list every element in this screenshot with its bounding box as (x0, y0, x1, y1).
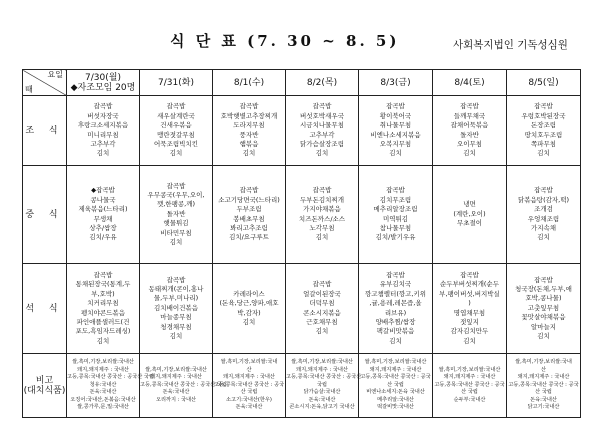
menu-item: 어묵조림빅치킨 (154, 139, 198, 148)
menu-item: 우렁호박된장국 (521, 111, 566, 120)
menu-item: (돈육,당근,양파,애호 (219, 299, 279, 308)
menu-item: 제육볶음(느타리) (78, 205, 128, 214)
menu-item: 김치 (537, 233, 550, 242)
row-label-dinner: 석 식 (23, 264, 67, 354)
menu-item: 돼지,돼지제주 : 국내산 (77, 366, 129, 373)
menu-item: 가지야채볶음 (303, 205, 341, 214)
menu-cell-wed (213, 166, 286, 264)
menu-item: 치커리무침 (87, 299, 119, 308)
menu-item: 고등,콩목:국내산 콩국산 : 공국산 국립 (67, 374, 154, 381)
menu-item: 돈육:국내산 (162, 389, 190, 396)
menu-item: 김치/우유 (89, 233, 117, 242)
menu-item: 닭볶음탕(감자,떡) (517, 195, 570, 204)
menu-item: ) (468, 299, 471, 308)
menu-item: 김치/발기우유 (375, 233, 416, 242)
menu-item: 소고기당면국(느타리) (218, 195, 280, 204)
row-remarks (23, 354, 581, 418)
menu-item: 돌자반 (166, 209, 186, 218)
menu-item: 돈육:국내산 (308, 396, 336, 403)
menu-item: 비엔나소세지:돈육 국내산 (366, 389, 425, 396)
corner-meal-label: 때 (25, 85, 33, 94)
menu-item: 버섯호박새우국 (300, 111, 344, 120)
menu-item: 돌자반 (460, 130, 479, 139)
day-date: 7/30(월) (85, 72, 121, 83)
menu-cell-sun (507, 166, 581, 264)
menu-item: 쌀,흑미,기장,보리쌀:국내산 (145, 366, 207, 373)
menu-item: 근호채무침 (306, 317, 338, 326)
menu-item: 통채된장국(통계,두 (75, 280, 131, 289)
day-date: 8/5(일) (528, 77, 559, 88)
menu-item: 더덕무침 (309, 299, 335, 308)
menu-item: 김치 (96, 149, 110, 158)
menu-item: 김치 (463, 336, 476, 345)
menu-item: 잡곡밥 (534, 102, 553, 111)
menu-item: 고등,콩목:국내산 콩국산 : 공국산 (286, 374, 362, 381)
menu-item: 잡곡밥 (93, 270, 113, 279)
menu-item: 잡곡밥 (312, 280, 332, 289)
menu-item: 리브유) (384, 308, 407, 317)
menu-item: 닭고기:국내산 (527, 404, 560, 411)
menu-item: (계란,오이) (453, 209, 486, 218)
menu-item: 참나물무침 (379, 223, 412, 232)
menu-item: 돈육:국내산 (530, 396, 557, 403)
menu-item: 산 국립 (240, 389, 258, 396)
day-header-sat (433, 70, 507, 96)
menu-item: 박,감자) (237, 308, 261, 317)
menu-item: 메추리알장조림 (373, 205, 418, 214)
menu-item: 고등,콩목:국내산 콩국산 : 공국 (213, 381, 285, 388)
menu-item: 취나물무침 (379, 121, 412, 130)
menu-item: 명엽채무침 (453, 308, 486, 317)
day-header-mon (67, 70, 140, 96)
day-header-fri (359, 70, 433, 96)
menu-item: 잡곡밥 (239, 102, 259, 111)
menu-cell-mon (67, 96, 140, 166)
menu-item: 노각무침 (309, 223, 335, 232)
menu-item: 오징어:국내산,돈볶음:국내산 (70, 396, 136, 403)
menu-item: 잡곡밥 (312, 102, 332, 111)
menu-item: 콩나물국 (90, 195, 116, 204)
menu-item: 쌀,흑미,기장,보리쌀:국내 (515, 358, 572, 365)
menu-item: 잡곡밥 (239, 186, 259, 195)
menu-cell-sun (507, 96, 581, 166)
menu-item: 돼지,돼지제주 : 국내산 (150, 374, 202, 381)
menu-item: 순두부버섯찌개(순두 (439, 280, 500, 289)
menu-item: 호박햇볕고추장찌개 (220, 111, 278, 120)
menu-item: 고등,콩목:국내산 콩국산 : 공국 (434, 381, 505, 388)
menu-item: 새우살계란국 (157, 111, 195, 120)
menu-item: 돼지,돼지제주 : 국내산 (296, 366, 348, 373)
header-row (23, 70, 581, 96)
menu-item: 치즈돈까스/소스 (298, 214, 346, 223)
day-header-thu (286, 70, 359, 96)
menu-item: 김치 (315, 233, 329, 242)
menu-item: 김치 (96, 336, 110, 345)
menu-item: 닭가슴살:국내산 (303, 389, 341, 396)
menu-item: 양배추찜/쌈장 (375, 317, 416, 326)
menu-cell-fri (359, 96, 433, 166)
menu-item: 김치 (389, 336, 402, 345)
row-label-lunch: 중 식 (23, 166, 67, 264)
corner-cell (23, 70, 67, 96)
menu-item: 잡곡밥 (166, 181, 186, 190)
menu-cell-tue (140, 96, 213, 166)
menu-item: 물,두부,미나리) (153, 294, 199, 303)
menu-item: 쌀,콩가루,문,밀:국내산 (77, 404, 129, 411)
menu-item: 건새우볶음 (160, 121, 192, 130)
menu-cell-wed (213, 264, 286, 354)
menu-item: 버섯자장국 (87, 111, 119, 120)
menu-item: 돼지,돼지제주 : 국내산 (369, 366, 422, 373)
menu-item: 김치 (242, 317, 256, 326)
menu-item: 얼갈이된장국 (303, 289, 341, 298)
menu-item: 콘소시지볶음 (303, 308, 341, 317)
menu-item: 고등,콩목:국내산 콩국산 : 공국 (508, 381, 579, 388)
menu-cell-fri (359, 354, 433, 418)
menu-item: 김치 (169, 238, 183, 247)
menu-item: 쌀,흑미,기장,보리쌀:국내산 (438, 366, 501, 373)
menu-item: 카레라이스 (233, 289, 265, 298)
menu-item: 햄볶음 (239, 139, 259, 148)
menu-item: 냉면 (463, 200, 476, 209)
menu-item: 김치 (537, 149, 550, 158)
menu-item: 햇물튀김 (163, 219, 189, 228)
menu-item: 잡곡밥 (460, 102, 479, 111)
day-header-sun (507, 70, 581, 96)
menu-item: 비타민무침 (160, 228, 192, 237)
page-title: 식 단 표 (7. 30 ~ 8. 5) (170, 32, 400, 50)
menu-item: 젓잎지 (460, 317, 479, 326)
menu-item: 산 국립 (387, 381, 404, 388)
menu-item: 후랑크소세지볶음 (77, 121, 129, 130)
menu-item: 부,팽이버섯,버지박실 (439, 289, 500, 298)
organization-name: 사회복지법인 기독성심원 (453, 39, 568, 51)
corner-day-label: 요일 (47, 70, 63, 79)
menu-cell-sat (433, 166, 507, 264)
menu-table (22, 69, 581, 418)
menu-item: 잡곡밥 (166, 275, 186, 284)
menu-cell-tue (140, 166, 213, 264)
remarks-sublabel: (대치식품) (23, 385, 66, 396)
menu-item: 고춧잎무침 (527, 303, 560, 312)
menu-item: ,귤,용레,레몬즙,올 (369, 299, 422, 308)
menu-item: 잡곡밥 (386, 186, 405, 195)
menu-item: 청경채무침 (160, 322, 192, 331)
day-date: 8/2(목) (306, 77, 338, 88)
menu-cell-thu (286, 96, 359, 166)
day-date: 8/4(토) (454, 77, 485, 88)
menu-item: ◆잡곡밥 (91, 186, 115, 195)
menu-item: 김치 (315, 327, 329, 336)
menu-item: 쌀,흑미,기장,보리쌀:국내산 (364, 358, 427, 365)
menu-item: 땅치호두조림 (524, 130, 563, 139)
day-header-wed (213, 70, 286, 96)
row-lunch (23, 166, 581, 264)
menu-item: 마늘종무침 (160, 313, 192, 322)
menu-item: 김치 (169, 149, 183, 158)
menu-cell-mon (67, 354, 154, 418)
menu-item: 산 (246, 366, 252, 373)
menu-item: 고추부각 (90, 139, 116, 148)
menu-item: 김치 (242, 149, 256, 158)
menu-item: 청유:국내산 (89, 381, 117, 388)
menu-item: 산 (540, 366, 546, 373)
menu-item: 유부김치국 (379, 280, 412, 289)
menu-item: 김치배이건볶음 (154, 303, 198, 312)
menu-item: 봐리고추조림 (230, 223, 268, 232)
menu-cell-mon (67, 166, 140, 264)
row-breakfast (23, 96, 581, 166)
menu-cell-tue (140, 264, 213, 354)
menu-item: 산 국립 (535, 389, 552, 396)
menu-item: 쌀,흑미,기장,보리쌀:국내 (220, 358, 278, 365)
menu-item: 고등,콩목:국내산 콩국산 : 공국산 국립 (140, 381, 227, 388)
menu-cell-mon (67, 264, 140, 354)
menu-item: 김치 (169, 332, 183, 341)
menu-item: 포도,흑임자드레싱) (75, 327, 131, 336)
menu-item: 감자김치만두 (450, 327, 489, 336)
menu-item: 김치 (389, 149, 402, 158)
menu-item: 돈육:국내산 (89, 389, 117, 396)
menu-item: 두부돈김치찌개 (300, 195, 344, 204)
menu-item: 상추/쌈장 (89, 223, 117, 232)
menu-item: 꽃맛살야채볶음 (521, 313, 566, 322)
menu-item: 돼지,돼지제주 : 국내산 (517, 374, 570, 381)
menu-item: 시금치나물무침 (300, 121, 344, 130)
menu-item: 무생채 (93, 214, 113, 223)
menu-cell-sat (433, 264, 507, 354)
menu-item: 우엉채조림 (527, 214, 560, 223)
menu-cell-fri (359, 264, 433, 354)
day-header-tue (140, 70, 213, 96)
menu-item: 잡곡밥 (534, 275, 553, 284)
menu-item: 오이무침 (456, 139, 483, 148)
menu-cell-fri (359, 166, 433, 264)
menu-cell-thu (286, 354, 362, 418)
menu-item: 잡채어묵볶음 (450, 121, 489, 130)
menu-item: 황이북어국 (379, 111, 412, 120)
menu-item: 고추부각 (309, 130, 335, 139)
menu-item: 봉배초무침 (233, 214, 265, 223)
menu-item: 떡갈비맛:국내산 (377, 404, 414, 411)
menu-item: 콘소시지:돈육,닭고기 국내산 (289, 404, 355, 411)
menu-item: 김치 (315, 149, 329, 158)
menu-cell-sun (507, 264, 581, 354)
remarks-label: 비고 (35, 375, 54, 386)
menu-item: 펭치야콘드볶음 (81, 308, 125, 317)
menu-item: 김치 (463, 149, 476, 158)
day-date: 8/1(수) (233, 77, 265, 88)
menu-cell-tue (140, 354, 227, 418)
day-note: ◆자조모임 20명 (70, 82, 136, 93)
menu-item: 맹란젓갈무침 (157, 130, 195, 139)
menu-item: 고등,콩목:국내산 콩국산 : 공국 (360, 374, 431, 381)
menu-item: 잡곡밥 (312, 186, 332, 195)
menu-item: 메추리알:국내산 (377, 396, 414, 403)
row-label-breakfast: 조 식 (23, 96, 67, 166)
menu-item: 국립 (316, 381, 328, 388)
menu-item: 미니리무침 (87, 130, 119, 139)
menu-item: 쌀,흑미,기장,보리쌀:국내산 (72, 358, 134, 365)
menu-item: 깻,한팽콩,깨) (156, 200, 196, 209)
menu-item: 오리까지 : 국내산 (155, 396, 197, 403)
menu-item: 가지속채 (530, 223, 557, 232)
menu-item: 잡곡밥 (386, 102, 405, 111)
menu-cell-sun (507, 354, 581, 418)
menu-item: 동태찌개(콘이,홍나 (148, 284, 204, 293)
menu-item: 풍자반 (239, 130, 259, 139)
menu-item: 깡고챔렐터(깡고,키위 (364, 289, 427, 298)
menu-item: 산 국립 (461, 389, 478, 396)
menu-item: 비엔나소세지볶음 (370, 130, 421, 139)
menu-item: 김치/요구루트 (229, 233, 269, 242)
menu-item: 알마늘지 (530, 322, 557, 331)
menu-item: 닭가슴살장조림 (300, 139, 344, 148)
menu-item: 두부조림 (236, 205, 262, 214)
menu-cell-thu (286, 264, 359, 354)
menu-cell-wed (213, 96, 286, 166)
menu-item: 잡곡밥 (534, 186, 553, 195)
menu-item: 김치무조림 (379, 195, 412, 204)
menu-item: 돈장조림 (530, 121, 557, 130)
menu-item: 들깨무채국 (453, 111, 486, 120)
menu-cell-sat (433, 354, 507, 418)
menu-item: 파인애플샐러드(건 (76, 317, 130, 326)
row-dinner (23, 264, 581, 354)
menu-item: 조개검 (534, 205, 553, 214)
menu-item: 잡곡밥 (460, 270, 479, 279)
menu-item: 잡곡밥 (93, 102, 113, 111)
menu-cell-thu (286, 166, 359, 264)
day-date: 8/3(금) (380, 77, 411, 88)
day-date: 7/31(화) (158, 77, 194, 88)
menu-item: 잡곡밥 (166, 102, 186, 111)
menu-item: 우무콩국(우무,오이, (147, 190, 205, 199)
menu-item: 돈육:국내산 (235, 404, 263, 411)
menu-item: 순두부:국내산 (453, 396, 486, 403)
menu-item: 무초절이 (456, 219, 483, 228)
menu-item: 김치 (537, 332, 550, 341)
menu-item: 청국장(돈채,두부,애 (515, 284, 572, 293)
menu-item: 쌀,흑미,기장,보리쌀:국내산 (291, 358, 353, 365)
menu-item: 팩갈비맛볶음 (376, 327, 415, 336)
menu-cell-wed (213, 354, 286, 418)
menu-item: 오복지무침 (379, 139, 412, 148)
menu-item: 돼지,돼지제주 : 국내산 (223, 374, 275, 381)
menu-item: 도라지무침 (233, 121, 265, 130)
menu-cell-sat (433, 96, 507, 166)
menu-item: 호박,콩나물) (525, 294, 562, 303)
menu-item: 소고기:국내산(한우) (226, 396, 272, 403)
row-label-remarks (23, 354, 67, 418)
menu-item: 미역튀김 (382, 214, 409, 223)
menu-item: 쪽파무침 (530, 139, 557, 148)
menu-item: 부,호박) (91, 289, 115, 298)
menu-item: 잡곡밥 (386, 270, 405, 279)
menu-item: 돼지,돼지제주 : 국내산 (443, 374, 496, 381)
